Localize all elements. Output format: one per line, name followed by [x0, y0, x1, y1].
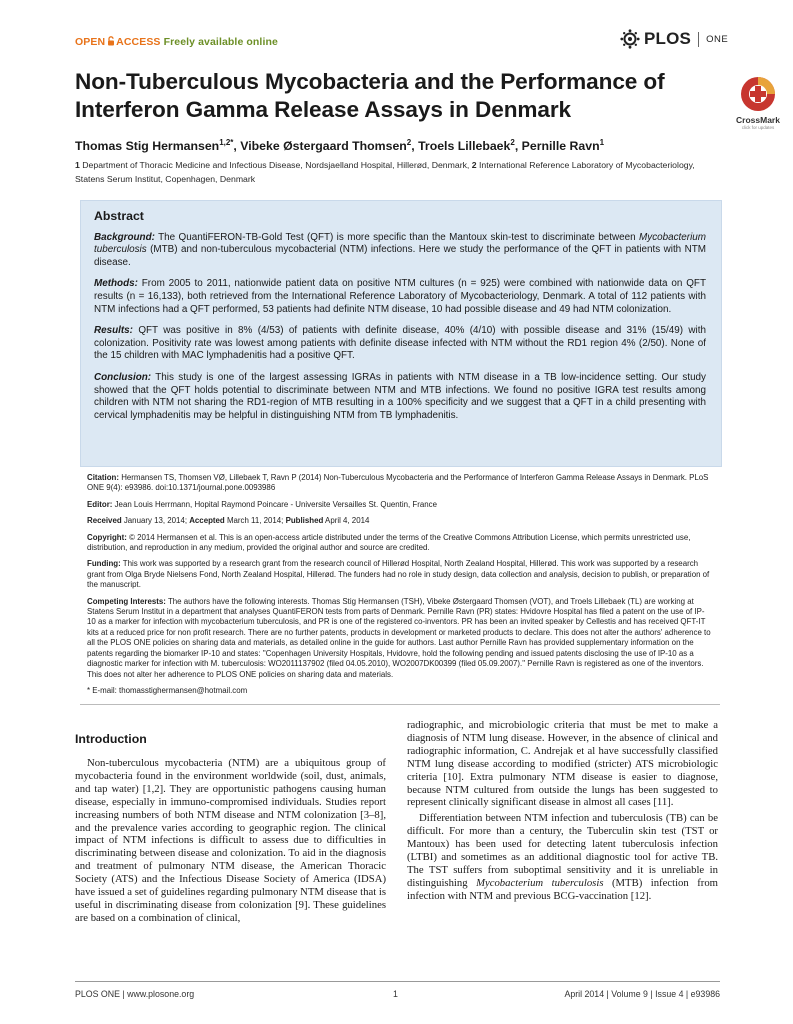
funding-label: Funding: — [87, 559, 121, 569]
copyright-text: © 2014 Hermansen et al. This is an open-access article distributed under the terms of the Creative Commons Attribution License, which permits unrestricted use, distribution, and reproduction in any medium, provided the original author and source are credited. — [87, 532, 691, 553]
intro-paragraph — [407, 812, 718, 902]
author-separator: , — [411, 139, 419, 154]
affil-number: 2 — [471, 160, 477, 170]
logo-divider — [698, 32, 699, 47]
section-divider — [80, 704, 720, 705]
article-title: Non-Tuberculous Mycobacteria and the Performance of Interferon Gamma Release Assays in Denmark — [75, 69, 665, 122]
abstract-conclusion — [94, 372, 706, 422]
intro-paragraph: radiographic, and microbiologic criteria that must be met to make a diagnosis of NTM lung disease. However, in the absence of clinical and radiographic information, C. Andrejak et al have successfully classified NTM lung disease according to modified (stricter) ATS microbiologic criteria [10]. Extra pulmonary NTM disease is easier to diagnose, because NTM cultured from outside the lungs has been suggested to represent clinically significant disease in almost all cases [11]. — [407, 719, 718, 809]
received-text: January 13, 2014; — [121, 516, 190, 526]
footer-issue: April 2014 | Volume 9 | Issue 4 | e93986 — [564, 989, 720, 999]
article-metadata — [87, 473, 713, 702]
published-label: Published — [285, 516, 324, 526]
conclusion-text: This study is one of the largest assessing IGRAs in patients with NTM disease in a TB low-incidence setting. Our study showed that the QFT holds potential to discriminate between NTM and MTB infections. We found no positive IGRA test results among children with NTM not sharing the RD1-region of MTB resulting in a 100% specificity and we suggest that a QFT in a child presenting with cervical lymphadenitis may be helpful in distinguishing NTM from TB lymphadenitis. — [94, 371, 706, 421]
affil-number: 1 — [75, 160, 80, 170]
citation — [87, 473, 713, 494]
author-name: Thomas Stig Hermansen — [75, 139, 220, 154]
background-text: The QuantiFERON-TB-Gold Test (QFT) is more specific than the Mantoux skin-test to discriminate between — [154, 231, 640, 243]
introduction-heading: Introduction — [75, 732, 147, 746]
editor-text: Jean Louis Herrmann, Hopital Raymond Poincare - Universite Versailles St. Quentin, France — [112, 499, 437, 509]
author-affil-sup: 1,2* — [219, 138, 234, 147]
results-label: Results: — [94, 325, 133, 337]
funding-text: This work was supported by a research grant from the research council of Hillerød Hospital, North Zealand Hospital, Hillerød. This work was supported by a research grant from Olga Bryde Nielsens Fond, North Zealand Hospital, Hillerød. The funders had no role in study design, data collection and analysis, decision to publish, or preparation of the manuscript. — [87, 559, 710, 590]
page-number: 1 — [393, 989, 398, 999]
abstract-methods — [94, 278, 706, 316]
editor — [87, 500, 713, 510]
author-name: Pernille Ravn — [521, 139, 600, 154]
footer-journal: PLOS ONE | www.plosone.org — [75, 989, 195, 999]
editor-label: Editor: — [87, 499, 113, 509]
intro-italic: Mycobacterium tuberculosis — [476, 876, 604, 889]
intro-text-2: (MTB) infection from infection with NTM and previous BCG-vaccination [12]. — [407, 876, 718, 902]
conclusion-label: Conclusion: — [94, 371, 152, 383]
one-wordmark: ONE — [706, 33, 729, 45]
received-label: Received — [87, 516, 122, 526]
abstract-box — [80, 200, 722, 467]
citation-label: Citation: — [87, 473, 119, 482]
author-affil-sup: 2 — [406, 138, 412, 147]
email: * E-mail: thomasstighermansen@hotmail.com — [87, 685, 248, 695]
intro-paragraph: Non-tuberculous mycobacteria (NTM) are a ubiquitous group of mycobacteria found in the environment worldwide (soil, dust, animals, and tap water) [1,2]. They are opportunistic pathogens causing human disease, especially in immuno-compromised individuals. Studies report increasing numbers of both NTM disease and NTM colonization [3–8], and the prevalence varies according to geographic region. The clinical impact of NTM infections is difficult to assess due to difficulties in discriminating between disease and colonization. To aid in the diagnosis and treatment of pulmonary NTM disease, the American Thoracic Society (ATS) and the Infectious Disease Society of America (IDSA) have issued a set of guidelines regarding pulmonary NTM disease that is useful in discriminating disease from colonization [9]. These guidelines are based on a combination of clinical, — [75, 757, 386, 924]
competing-interests — [87, 597, 713, 680]
author-affil-sup: 1 — [599, 138, 605, 147]
body-column-right — [407, 719, 718, 903]
competing-label: Competing Interests: — [87, 596, 166, 606]
author-name: Troels Lillebaek — [418, 139, 511, 154]
plos-one-logo[interactable] — [620, 28, 728, 50]
affil-text: International Reference Laboratory of Mycobacteriology, Statens Serum Institut, Copenhagen, Denmark — [75, 160, 695, 184]
author-separator: , — [233, 139, 241, 154]
freely-available-label: Freely available online — [163, 36, 278, 48]
plos-wordmark: PLOS — [644, 29, 692, 48]
abstract-results — [94, 325, 706, 363]
author-name: Vibeke Østergaard Thomsen — [240, 139, 407, 154]
published-text: April 4, 2014 — [323, 516, 370, 526]
access-word: ACCESS — [116, 36, 161, 48]
body-column-left — [75, 757, 386, 925]
background-text-2: (MTB) and non-tuberculous mycobacterial (NTM) infections. Here we study the performance of the QFT in patients with NTM disease. — [94, 244, 706, 268]
copyright — [87, 533, 713, 554]
results-text: QFT was positive in 8% (4/53) of patients with definite disease, 40% (4/10) with possible disease and 31% (15/49) with colonization. Positivity rate was lowest among patients with definite disease infected with NTM without the RD1 region 4% (2/50). None of the 15 children with MAC lymphadenitis had a positive QFT. — [94, 325, 706, 362]
author-list — [75, 138, 604, 153]
background-label: Background: — [94, 231, 155, 243]
open-word: OPEN — [75, 36, 106, 48]
background-italic: Mycobacterium tuberculosis — [94, 231, 706, 256]
affiliations — [75, 158, 725, 186]
abstract-background — [94, 232, 706, 270]
accepted-label: Accepted — [189, 516, 225, 526]
crossmark-label: CrossMark — [736, 115, 780, 125]
citation-text: Hermansen TS, Thomsen VØ, Lillebaek T, Ravn P (2014) Non-Tuberculous Mycobacteria and the Performance of Interferon Gamma Release Assays in Denmark. PLoS ONE 9(4): e93986. doi:10.1371/journal.pone.0093986 — [87, 473, 709, 493]
crossmark-sub: click for updates — [741, 125, 775, 130]
dates — [87, 516, 713, 526]
funding — [87, 559, 713, 590]
methods-text: From 2005 to 2011, nationwide patient data on positive NTM cultures (n = 925) were combined with nationwide data on QFT results (n = 16,133), both retrieved from the International Reference Laboratory of Mycobacteriology, Denmark. A total of 112 patients with NTM infections had a QFT performed, 53 patients had definite NTM disease, 10 had possible disease and 49 had NTM colonization. — [94, 278, 706, 315]
affil-text: Department of Thoracic Medicine and Infectious Disease, Nordsjaelland Hospital, Hillerød, Denmark, — [79, 160, 472, 170]
crossmark-icon — [732, 74, 784, 116]
crossmark-badge[interactable] — [732, 74, 784, 134]
accepted-text: March 11, 2014; — [224, 516, 286, 526]
competing-text: The authors have the following interests. Thomas Stig Hermansen (TSH), Vibeke Østergaard Thomsen (VOT), and Troels Lillebaek (TL) are working at Statens Serum Institut in a department that analyses QuantiFERON tests from parts of Denmark. Pernille Ravn (PR) states: Hvidovre Hospital has filed a patent on the use of IP-10 as a marker for infection with mycobacterium tuberculosis, and PR is one of the registered co-inventors. PR has been an invited speaker by Cellestis and has received QFT-IT kits at a reduced price for non profit research. There are no further patents, products in development or marketed products to declare. This does not alter the authors' adherence to all the PLOS ONE policies on sharing data and materials, as detailed online in the guide for authors. Last author Pernille Ravn has provided supplementary information on the patents regarding the biomarker IP-10 and states: "Copenhagen University Hospitals, Hvidovre, hold the following pending and issued patents disclosing the use of IP-10 as a diagnostic marker for infection with M. tuberculosis: WO2011137902 (filed 04.05.2010), WO2007DK00399 (filed 05.09.2007)." Pernille Ravn is registered as one of the inventors. This does not alter her adherence to PLOS ONE policies on sharing data and materials. — [87, 596, 711, 679]
methods-label: Methods: — [94, 278, 138, 290]
open-access-banner — [75, 36, 278, 48]
abstract-heading: Abstract — [94, 209, 144, 223]
author-separator: , — [514, 139, 522, 154]
intro-text: Differentiation between NTM infection and tuberculosis (TB) can be difficult. For more than a century, the Tuberculin skin test (TST or Mantoux) has been used for detecting latent tuberculosis infection (LTBI) and sometimes as an additional diagnostic tool for active TB. The TST suffers from suboptimal sensitivity and it is unreliable in distinguishing — [407, 812, 718, 889]
author-affil-sup: 2 — [510, 138, 515, 147]
plos-gear-icon — [620, 29, 640, 49]
copyright-label: Copyright: — [87, 532, 127, 542]
open-lock-icon — [107, 36, 115, 46]
footer-divider — [75, 981, 720, 982]
